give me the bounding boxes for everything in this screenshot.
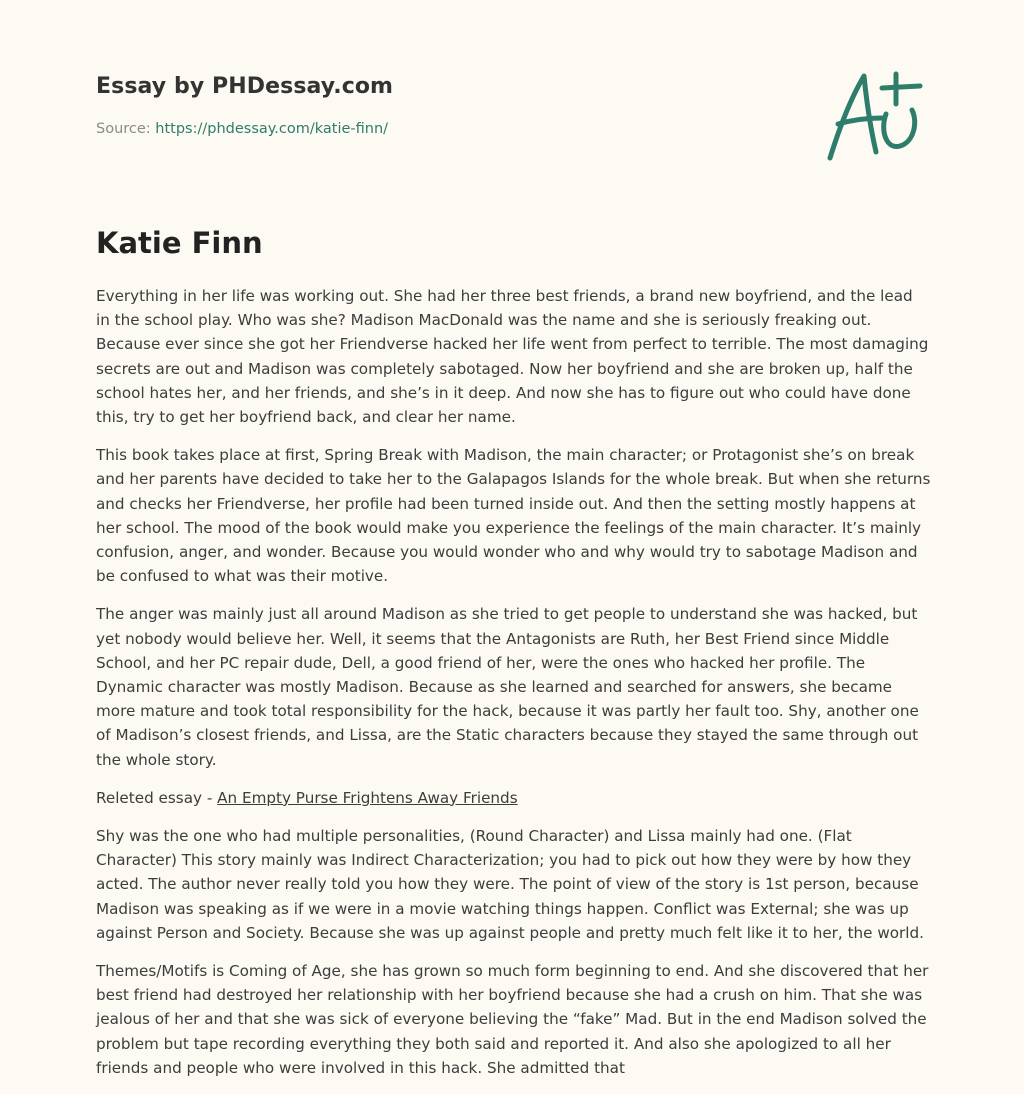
a-plus-icon [820,66,930,166]
related-essay [96,786,931,810]
related-essay-link[interactable]: An Empty Purse Frightens Away Friends [217,788,518,807]
source-link[interactable]: https://phdessay.com/katie-finn/ [155,121,389,137]
essay-paragraph: This book takes place at first, Spring Break with Madison, the main character; or Protagonist she’s on break and her parents have decided to take her to the Galapagos Islands for the whole break. But when she returns and checks her Friendverse, her profile had been turned inside out. And then the setting mostly happens at her school. The mood of the book would make you experience the feelings of the main character. It’s mainly confusion, anger, and wonder. Because you would wonder who and why would try to sabotage Madison and be confused to what was their motive. [96,446,931,586]
source-label: Source: [96,121,151,137]
essay-title: Katie Finn [96,226,263,260]
essay-paragraph: Themes/Motifs is Coming of Age, she has grown so much form beginning to end. And she discovered that her best friend had destroyed her relationship with her boyfriend because she had a crush on him. That she was jealous of her and that she was sick of everyone believing the “fake” Mad. But in the end Madison solved the problem but tape recording everything they both said and reported it. And also she apologized to all her friends and people who were involved in this hack. She admitted that [96,962,929,1077]
essay-paragraph: Shy was the one who had multiple personalities, (Round Character) and Lissa mainly had one. (Flat Character) This story mainly was Indirect Characterization; you had to pick out how they were by how they acted. The author never really told you how they were. The point of view of the story is 1st person, because Madison was speaking as if we were in a movie watching things happen. Conflict was External; she was up against Person and Society. Because she was up against people and pretty much felt like it to her, the world. [96,827,924,942]
essay-body [96,284,931,1094]
page-header [96,74,928,137]
source-line [96,121,928,137]
related-essay-label: Releted essay - [96,788,218,807]
essay-paragraph: The anger was mainly just all around Madison as she tried to get people to understand she was hacked, but yet nobody would believe her. Well, it seems that the Antagonists are Ruth, her Best Friend since Middle School, and her PC repair dude, Dell, a good friend of her, were the ones who hacked her profile. The Dynamic character was mostly Madison. Because as she learned and searched for answers, she became more mature and took total responsibility for the hack, because it was partly her fault too. Shy, another one of Madison’s closest friends, and Lissa, are the Static characters because they stayed the same through out the whole story. [96,605,919,769]
site-title: Essay by PHDessay.com [96,74,394,99]
essay-paragraph: Everything in her life was working out. She had her three best friends, a brand new boyfriend, and the lead in the school play. Who was she? Madison MacDonald was the name and she is seriously freaking out. Because ever since she got her Friendverse hacked her life went from perfect to terrible. The most damaging secrets are out and Madison was completely sabotaged. Now her boyfriend and she are broken up, half the school hates her, and her friends, and she’s in it deep. And now she has to figure out who could have done this, try to get her boyfriend back, and clear her name. [96,287,929,427]
